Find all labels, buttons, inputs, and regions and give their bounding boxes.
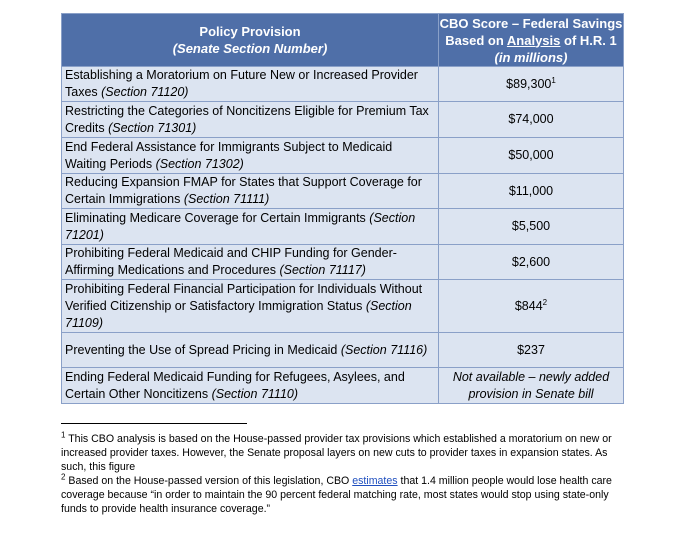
- provision-cell: Ending Federal Medicaid Funding for Refugees, Asylees, and Certain Other Noncitizens (Section 71110): [62, 368, 439, 404]
- score-cell: $\$844^2$: [439, 280, 624, 333]
- estimates-link[interactable]: estimates: [352, 475, 398, 487]
- provision-cell: Prohibiting Federal Financial Participation for Individuals Without Verified Citizenship or Satisfactory Immigration Status (Section 71109): [62, 280, 439, 333]
- provision-cell: Preventing the Use of Spread Pricing in Medicaid (Section 71116): [62, 333, 439, 368]
- provision-cell: Prohibiting Federal Medicaid and CHIP Funding for Gender-Affirming Medications and Procedures (Section 71117): [62, 245, 439, 280]
- footnote-2: $^2$ Based on the House-passed version of this legislation, CBO estimates that 1.4 million people would lose health care coverage because “in order to maintain the 90 percent federal matching rate, most states would stop using state-only funds to provide health insurance coverage.”: [61, 472, 612, 515]
- score-cell: $237: [439, 333, 624, 368]
- table-row: [62, 368, 624, 404]
- provision-header-subtitle: (Senate Section Number): [172, 41, 328, 56]
- footnote-1: $^1$ This CBO analysis is based on the House-passed provider tax provisions which established a moratorium on new or increased provider taxes. However, the Senate proposal layers on new cuts to provider taxes in expansion states. As such, this figure: [61, 430, 612, 473]
- score-cell: $11,000: [439, 174, 624, 209]
- score-cell: $50,000: [439, 138, 624, 174]
- score-cell: $74,000: [439, 102, 624, 138]
- table-row: [62, 209, 624, 245]
- score-header-line2: Based on Analysis of H.R. 1: [445, 32, 617, 48]
- provision-header: [62, 14, 439, 67]
- table-row: [62, 174, 624, 209]
- table-row: [62, 102, 624, 138]
- provision-header-title: Policy Provision: [199, 24, 301, 39]
- score-header-line1: CBO Score – Federal Savings: [439, 15, 623, 31]
- provision-cell: Eliminating Medicare Coverage for Certain Immigrants (Section 71201): [62, 209, 439, 245]
- score-cell: $2,600: [439, 245, 624, 280]
- provision-cell: End Federal Assistance for Immigrants Subject to Medicaid Waiting Periods (Section 71302): [62, 138, 439, 174]
- footnotes: [61, 432, 627, 516]
- score-cell: $5,500: [439, 209, 624, 245]
- policy-table: [61, 13, 624, 404]
- table-row: [62, 280, 624, 333]
- table-row: [62, 67, 624, 102]
- footnote-divider: [61, 423, 247, 424]
- table-header-row: [62, 14, 624, 67]
- table-row: [62, 245, 624, 280]
- table-row: [62, 333, 624, 368]
- table-row: [62, 138, 624, 174]
- score-header: [439, 14, 624, 67]
- analysis-link[interactable]: Analysis: [506, 32, 561, 48]
- provision-cell: Establishing a Moratorium on Future New or Increased Provider Taxes (Section 71120): [62, 67, 439, 102]
- score-cell: $89,300$^1$: [439, 67, 624, 102]
- provision-cell: Restricting the Categories of Noncitizens Eligible for Premium Tax Credits (Section 71301): [62, 102, 439, 138]
- provision-cell: Reducing Expansion FMAP for States that Support Coverage for Certain Immigrations (Section 71111): [62, 174, 439, 209]
- score-cell: Not available – newly added provision in Senate bill: [439, 368, 624, 404]
- score-header-line3: (in millions): [494, 49, 568, 65]
